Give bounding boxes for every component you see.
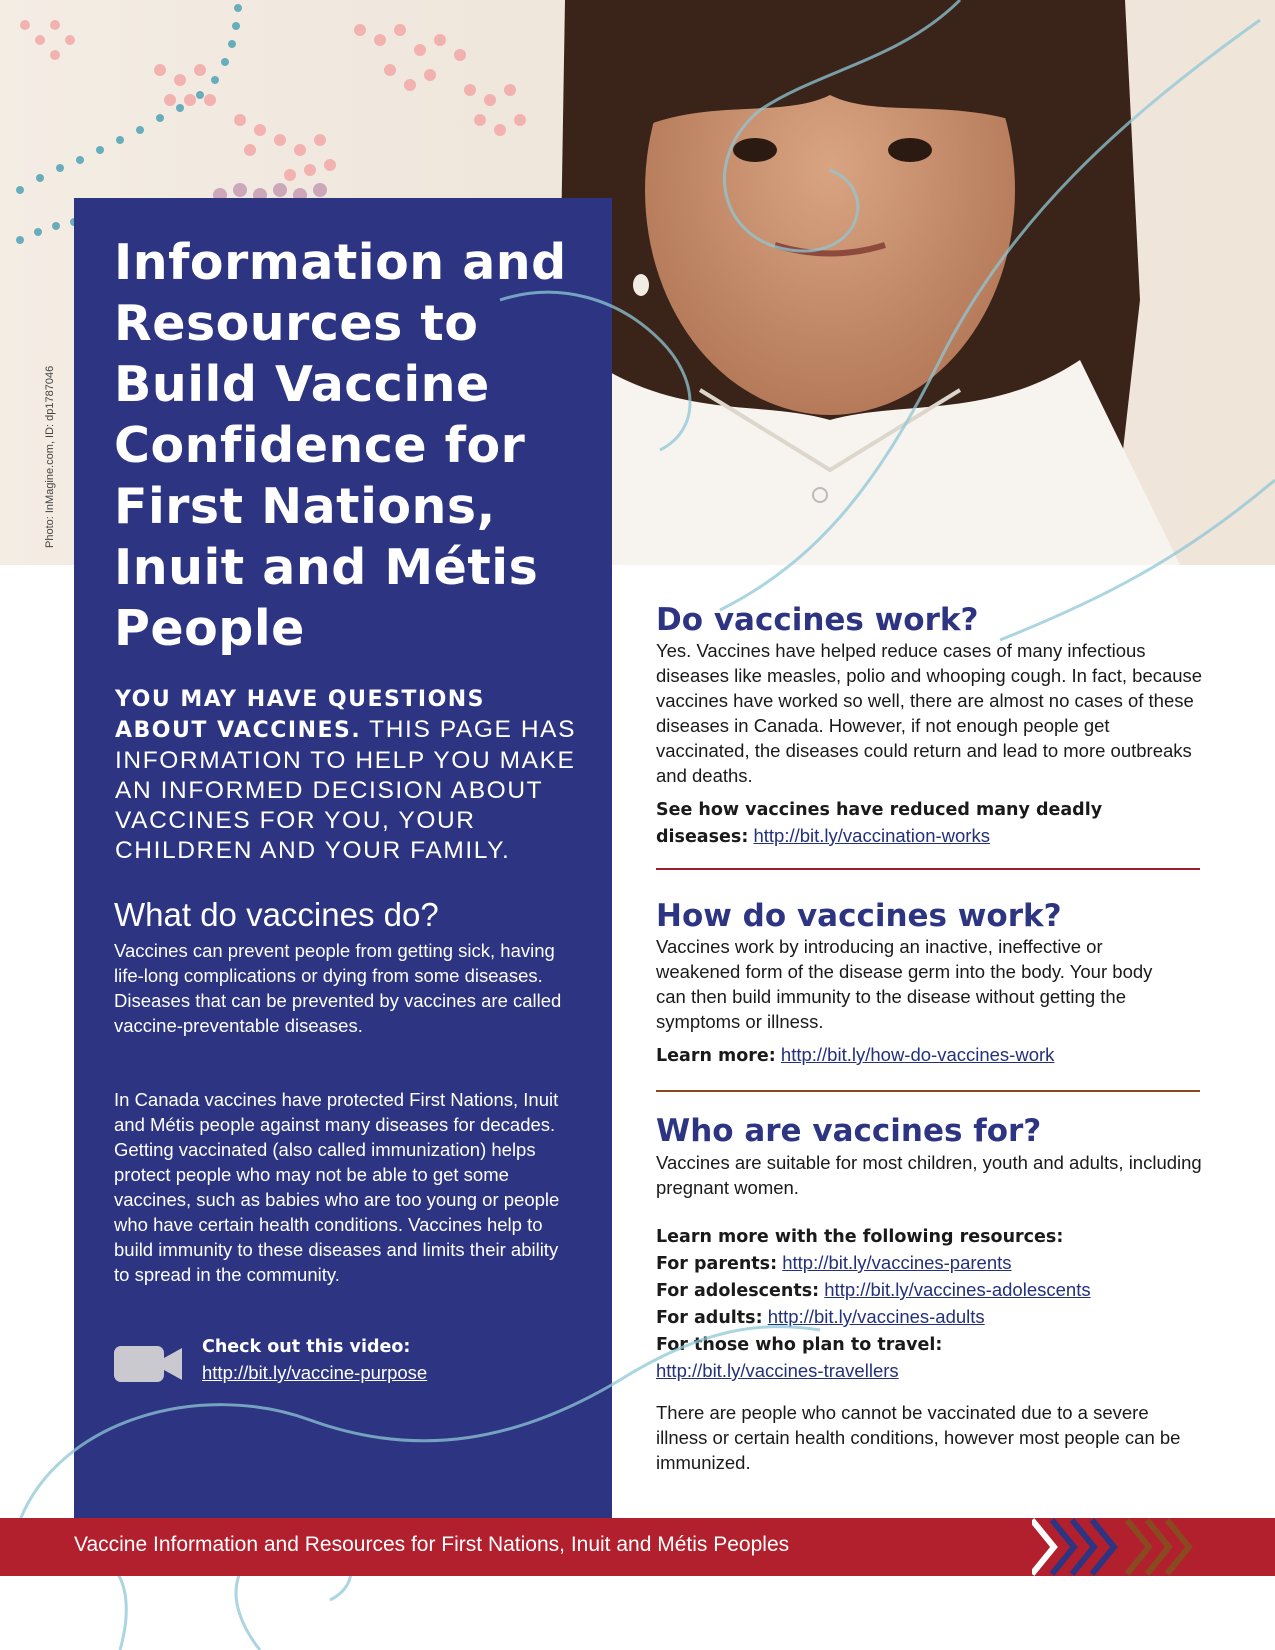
- resource-label: For parents:: [656, 1254, 778, 1274]
- how-work-learn-label: Learn more:: [656, 1046, 776, 1066]
- adolescents-link[interactable]: http://bit.ly/vaccines-adolescents: [824, 1279, 1091, 1300]
- photo-credit: Photo: InMagine.com, ID: dp1787046: [44, 365, 56, 548]
- intro-rest: THIS PAGE HAS INFORMATION TO HELP YOU MAKE AN INFORMED DECISION ABOUT VACCINES FOR YOU, YOUR CHILDREN AND YOUR FAMILY.: [115, 716, 577, 864]
- adults-link[interactable]: http://bit.ly/vaccines-adults: [767, 1306, 985, 1327]
- chevron-arrows-icon: [1032, 1516, 1202, 1578]
- resource-item: [656, 1250, 1204, 1277]
- intro-text: [115, 684, 585, 866]
- who-for-body: Vaccines are suitable for most children, youth and adults, including pregnant women.: [656, 1152, 1202, 1198]
- what-do-paragraph-2: In Canada vaccines have protected First Nations, Inuit and Métis people against many diseases for decades. Getting vaccinated (also called immunization) helps protect people who may not be able to get some vaccines, such as babies who are too young or people who have certain health conditions. Vaccines help to build immunity to these diseases and limits their ability to spread in the community.: [114, 1089, 560, 1285]
- section-divider: [656, 1090, 1200, 1092]
- video-label: Check out this video:: [202, 1337, 411, 1357]
- how-work-heading: How do vaccines work?: [656, 898, 1062, 934]
- resource-label: For adults:: [656, 1308, 763, 1328]
- resource-item: [656, 1304, 1204, 1331]
- how-work-learn-more: [656, 1042, 1204, 1069]
- how-do-vaccines-work-link[interactable]: http://bit.ly/how-do-vaccines-work: [780, 1044, 1055, 1065]
- what-do-paragraph-1: Vaccines can prevent people from getting sick, having life-long complications or dying from some diseases. Diseases that can be prevented by vaccines are called vaccine-preventable diseases.: [114, 940, 562, 1036]
- footer-text: Vaccine Information and Resources for First Nations, Inuit and Métis Peoples: [74, 1533, 790, 1556]
- intro-bold: YOU MAY HAVE QUESTIONS ABOUT VACCINES.: [115, 687, 486, 743]
- resources-list: [656, 1225, 1204, 1383]
- page-title: Information and Resources to Build Vaccine Confidence for First Nations, Inuit and Métis People: [114, 234, 567, 657]
- do-work-heading: Do vaccines work?: [656, 602, 979, 638]
- do-work-see-more: [656, 796, 1176, 850]
- do-work-body: Yes. Vaccines have helped reduce cases of many infectious diseases like measles, polio and whooping cough. In fact, because vaccines have worked so well, there are almost no cases of these diseases in Canada. However, if not enough people get vaccinated, the diseases could return and lead to more outbreaks and deaths.: [656, 640, 1203, 786]
- what-do-heading: What do vaccines do?: [114, 896, 439, 933]
- resource-item: [656, 1277, 1204, 1304]
- section-divider: [656, 868, 1200, 870]
- resource-item: [656, 1331, 1204, 1383]
- video-link[interactable]: http://bit.ly/vaccine-purpose: [202, 1362, 428, 1383]
- do-work-see-label: See how vaccines have reduced many deadly diseases:: [656, 800, 1103, 847]
- who-for-heading: Who are vaccines for?: [656, 1113, 1042, 1149]
- how-work-body: Vaccines work by introducing an inactive, ineffective or weakened form of the disease germ into the body. Your body can then build immunity to the disease without getting the symptoms or illness.: [656, 936, 1153, 1032]
- resource-label: For adolescents:: [656, 1281, 820, 1301]
- video-camera-icon: [114, 1342, 186, 1386]
- parents-link[interactable]: http://bit.ly/vaccines-parents: [782, 1252, 1012, 1273]
- vaccination-works-link[interactable]: http://bit.ly/vaccination-works: [753, 825, 990, 846]
- who-for-closing: There are people who cannot be vaccinated due to a severe illness or certain health conditions, however most people can be immunized.: [656, 1402, 1181, 1473]
- resources-label: Learn more with the following resources:: [656, 1227, 1064, 1247]
- resource-label: For those who plan to travel:: [656, 1335, 943, 1355]
- travellers-link[interactable]: http://bit.ly/vaccines-travellers: [656, 1360, 899, 1381]
